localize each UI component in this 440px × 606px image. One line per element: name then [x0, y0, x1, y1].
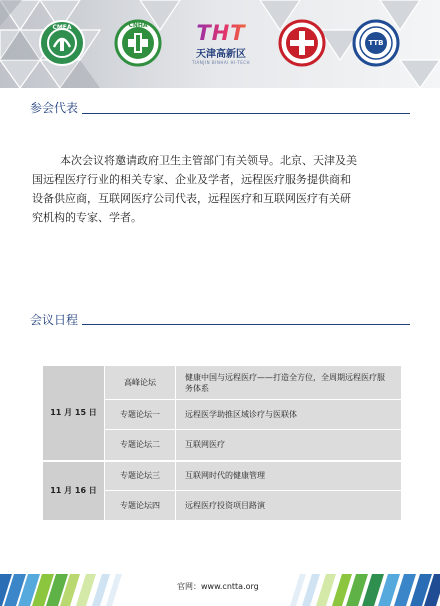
cmea-logo	[34, 12, 90, 74]
agenda-title: 会议日程	[30, 313, 79, 327]
agenda-table	[42, 365, 402, 521]
tht-mark: THT	[186, 22, 256, 44]
ttb-logo	[348, 12, 404, 74]
representatives-title: 参会代表	[30, 101, 79, 115]
page-header	[0, 0, 440, 88]
paragraph-line: 设备供应商，互联网医疗公司代表，远程医疗和互联网医疗有关研	[32, 192, 351, 205]
agenda-forum: 专题论坛三	[105, 461, 176, 491]
agenda-forum: 专题论坛一	[105, 400, 176, 430]
agenda-topic: 远程医疗投资项目路演	[176, 491, 402, 521]
agenda-topic: 远程医学助推区域诊疗与医联体	[176, 400, 402, 430]
agenda-date: 11 月 15 日	[43, 366, 105, 461]
agenda-forum: 高峰论坛	[105, 366, 176, 400]
tht-logo-text: 天津高新区	[196, 49, 246, 60]
red-cross-logo	[274, 12, 330, 74]
tht-logo-sub: TIANJIN BINHAI HI-TECH	[191, 60, 251, 65]
red-cross-emblem-icon	[278, 19, 326, 67]
agenda-forum: 专题论坛四	[105, 491, 176, 521]
agenda-date: 11 月 16 日	[43, 461, 105, 521]
paragraph-line: 国远程医疗行业的相关专家、企业及学者，远程医疗服务提供商和	[32, 173, 351, 186]
website-link[interactable]: 官网：www.cnttа.org	[177, 582, 259, 591]
table-row	[43, 366, 402, 400]
paragraph-line: 究机构的专家、学者。	[32, 211, 142, 224]
cmea-logo-text: CMEA	[52, 24, 72, 31]
agenda-title-rule	[82, 324, 410, 325]
agenda-topic: 互联网医疗	[176, 430, 402, 461]
ttb-logo-text: TTB	[368, 39, 384, 47]
cnha-logo-text: CNHA	[128, 22, 148, 29]
tht-logo	[186, 22, 256, 65]
representatives-title-rule	[82, 113, 410, 114]
cnha-logo	[110, 12, 166, 74]
table-row	[43, 461, 402, 491]
agenda-topic: 健康中国与远程医疗——打造全方位，全周期远程医疗服务体系	[176, 366, 402, 400]
representatives-paragraph	[32, 151, 388, 227]
agenda-topic: 互联网时代的健康管理	[176, 461, 402, 491]
agenda-forum: 专题论坛二	[105, 430, 176, 461]
paragraph-line: 本次会议将邀请政府卫生主管部门有关领导。北京、天津及美	[60, 154, 357, 167]
